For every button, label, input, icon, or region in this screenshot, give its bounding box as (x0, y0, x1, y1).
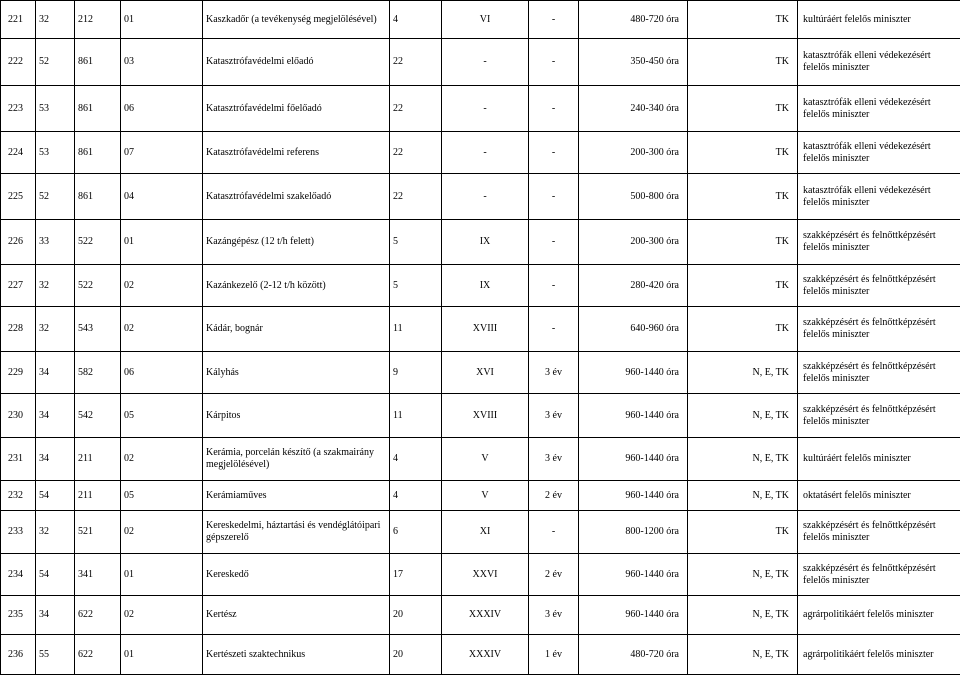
duration-years-cell: - (529, 265, 579, 307)
serial-code-cell: 01 (121, 1, 203, 39)
duration-years-cell: - (529, 174, 579, 220)
row-number-cell: 226 (1, 220, 36, 265)
qualification-name-cell: Kazánkezelő (2-12 t/h között) (203, 265, 390, 307)
training-form-cell: TK (688, 132, 798, 174)
table-row (1, 1, 960, 39)
sector-roman-cell: - (442, 174, 529, 220)
row-number-cell: 236 (1, 635, 36, 675)
field-code-cell: 543 (75, 307, 121, 352)
duration-years-cell: 3 év (529, 438, 579, 481)
duration-hours-cell: 960-1440 óra (579, 438, 688, 481)
row-number-cell: 234 (1, 554, 36, 596)
training-form-cell: TK (688, 86, 798, 132)
duration-years-cell: 2 év (529, 481, 579, 511)
field-code-cell: 521 (75, 511, 121, 554)
responsible-minister-cell: agrárpolitikáért felelős miniszter (798, 635, 960, 675)
table-row (1, 635, 960, 675)
responsible-minister-cell: agrárpolitikáért felelős miniszter (798, 596, 960, 635)
qualification-name-cell: Katasztrófavédelmi referens (203, 132, 390, 174)
serial-code-cell: 01 (121, 554, 203, 596)
level-code-cell: 33 (36, 220, 75, 265)
training-form-cell: N, E, TK (688, 481, 798, 511)
level-code-cell: 32 (36, 307, 75, 352)
training-form-cell: TK (688, 39, 798, 86)
qualification-name-cell: Kertész (203, 596, 390, 635)
field-code-cell: 582 (75, 352, 121, 394)
training-form-cell: N, E, TK (688, 394, 798, 438)
row-number-cell: 232 (1, 481, 36, 511)
sector-roman-cell: - (442, 86, 529, 132)
table-row (1, 554, 960, 596)
serial-code-cell: 06 (121, 86, 203, 132)
table-row (1, 394, 960, 438)
field-code-cell: 522 (75, 265, 121, 307)
sector-roman-cell: - (442, 39, 529, 86)
responsible-minister-cell: szakképzésért és felnőttképzésért felelős miniszter (798, 554, 960, 596)
qualification-name-cell: Katasztrófavédelmi főelőadó (203, 86, 390, 132)
duration-years-cell: - (529, 220, 579, 265)
level-code-cell: 34 (36, 596, 75, 635)
field-code-cell: 861 (75, 39, 121, 86)
level-code-cell: 32 (36, 265, 75, 307)
sector-roman-cell: XXXIV (442, 596, 529, 635)
sector-number-cell: 20 (390, 596, 442, 635)
qualification-name-cell: Kádár, bognár (203, 307, 390, 352)
qualification-name-cell: Kazángépész (12 t/h felett) (203, 220, 390, 265)
serial-code-cell: 06 (121, 352, 203, 394)
level-code-cell: 34 (36, 438, 75, 481)
serial-code-cell: 02 (121, 265, 203, 307)
duration-hours-cell: 350-450 óra (579, 39, 688, 86)
responsible-minister-cell: szakképzésért és felnőttképzésért felelős miniszter (798, 265, 960, 307)
responsible-minister-cell: katasztrófák elleni védekezésért felelős miniszter (798, 39, 960, 86)
sector-roman-cell: XI (442, 511, 529, 554)
serial-code-cell: 02 (121, 511, 203, 554)
duration-hours-cell: 500-800 óra (579, 174, 688, 220)
serial-code-cell: 02 (121, 596, 203, 635)
table-row (1, 265, 960, 307)
sector-number-cell: 4 (390, 438, 442, 481)
responsible-minister-cell: kultúráért felelős miniszter (798, 1, 960, 39)
duration-years-cell: 3 év (529, 394, 579, 438)
field-code-cell: 211 (75, 481, 121, 511)
serial-code-cell: 04 (121, 174, 203, 220)
table-row (1, 511, 960, 554)
sector-number-cell: 22 (390, 86, 442, 132)
sector-roman-cell: XVIII (442, 394, 529, 438)
duration-years-cell: - (529, 132, 579, 174)
row-number-cell: 230 (1, 394, 36, 438)
training-form-cell: TK (688, 220, 798, 265)
sector-number-cell: 5 (390, 220, 442, 265)
duration-hours-cell: 800-1200 óra (579, 511, 688, 554)
responsible-minister-cell: szakképzésért és felnőttképzésért felelős miniszter (798, 394, 960, 438)
row-number-cell: 223 (1, 86, 36, 132)
level-code-cell: 53 (36, 86, 75, 132)
sector-number-cell: 17 (390, 554, 442, 596)
responsible-minister-cell: kultúráért felelős miniszter (798, 438, 960, 481)
duration-years-cell: 3 év (529, 596, 579, 635)
table-row (1, 596, 960, 635)
training-form-cell: TK (688, 1, 798, 39)
duration-years-cell: - (529, 39, 579, 86)
sector-roman-cell: XVI (442, 352, 529, 394)
row-number-cell: 227 (1, 265, 36, 307)
training-form-cell: N, E, TK (688, 596, 798, 635)
level-code-cell: 34 (36, 352, 75, 394)
serial-code-cell: 05 (121, 481, 203, 511)
sector-number-cell: 11 (390, 394, 442, 438)
sector-number-cell: 4 (390, 1, 442, 39)
row-number-cell: 221 (1, 1, 36, 39)
table-row (1, 438, 960, 481)
training-form-cell: N, E, TK (688, 635, 798, 675)
duration-hours-cell: 960-1440 óra (579, 596, 688, 635)
sector-roman-cell: XXXIV (442, 635, 529, 675)
sector-number-cell: 5 (390, 265, 442, 307)
responsible-minister-cell: szakképzésért és felnőttképzésért felelős miniszter (798, 307, 960, 352)
table-row (1, 86, 960, 132)
sector-roman-cell: V (442, 481, 529, 511)
duration-years-cell: - (529, 86, 579, 132)
duration-years-cell: 2 év (529, 554, 579, 596)
table-row (1, 132, 960, 174)
serial-code-cell: 03 (121, 39, 203, 86)
training-form-cell: N, E, TK (688, 438, 798, 481)
field-code-cell: 622 (75, 596, 121, 635)
serial-code-cell: 01 (121, 635, 203, 675)
table-body (1, 1, 960, 675)
training-form-cell: TK (688, 307, 798, 352)
field-code-cell: 861 (75, 132, 121, 174)
sector-number-cell: 22 (390, 39, 442, 86)
sector-number-cell: 9 (390, 352, 442, 394)
field-code-cell: 622 (75, 635, 121, 675)
row-number-cell: 233 (1, 511, 36, 554)
duration-years-cell: - (529, 1, 579, 39)
field-code-cell: 861 (75, 174, 121, 220)
sector-roman-cell: IX (442, 265, 529, 307)
duration-hours-cell: 960-1440 óra (579, 554, 688, 596)
responsible-minister-cell: szakképzésért és felnőttképzésért felelős miniszter (798, 220, 960, 265)
row-number-cell: 224 (1, 132, 36, 174)
level-code-cell: 32 (36, 511, 75, 554)
field-code-cell: 211 (75, 438, 121, 481)
sector-number-cell: 22 (390, 132, 442, 174)
qualification-name-cell: Kereskedelmi, háztartási és vendéglátóipari gépszerelő (203, 511, 390, 554)
field-code-cell: 542 (75, 394, 121, 438)
duration-hours-cell: 240-340 óra (579, 86, 688, 132)
duration-years-cell: - (529, 307, 579, 352)
row-number-cell: 225 (1, 174, 36, 220)
duration-hours-cell: 280-420 óra (579, 265, 688, 307)
duration-hours-cell: 480-720 óra (579, 1, 688, 39)
sector-number-cell: 20 (390, 635, 442, 675)
sector-roman-cell: XVIII (442, 307, 529, 352)
sector-roman-cell: IX (442, 220, 529, 265)
serial-code-cell: 02 (121, 438, 203, 481)
sector-roman-cell: VI (442, 1, 529, 39)
duration-hours-cell: 480-720 óra (579, 635, 688, 675)
table-row (1, 174, 960, 220)
serial-code-cell: 02 (121, 307, 203, 352)
field-code-cell: 522 (75, 220, 121, 265)
row-number-cell: 229 (1, 352, 36, 394)
serial-code-cell: 05 (121, 394, 203, 438)
table-row (1, 307, 960, 352)
qualification-name-cell: Katasztrófavédelmi előadó (203, 39, 390, 86)
level-code-cell: 52 (36, 39, 75, 86)
qualification-name-cell: Katasztrófavédelmi szakelőadó (203, 174, 390, 220)
duration-hours-cell: 960-1440 óra (579, 394, 688, 438)
row-number-cell: 235 (1, 596, 36, 635)
qualification-name-cell: Kerámia, porcelán készítő (a szakmairány megjelölésével) (203, 438, 390, 481)
serial-code-cell: 07 (121, 132, 203, 174)
table-row (1, 352, 960, 394)
sector-number-cell: 4 (390, 481, 442, 511)
qualification-name-cell: Kereskedő (203, 554, 390, 596)
duration-hours-cell: 200-300 óra (579, 220, 688, 265)
duration-years-cell: - (529, 511, 579, 554)
responsible-minister-cell: katasztrófák elleni védekezésért felelős miniszter (798, 86, 960, 132)
sector-number-cell: 6 (390, 511, 442, 554)
table-row (1, 481, 960, 511)
duration-hours-cell: 960-1440 óra (579, 352, 688, 394)
training-form-cell: TK (688, 174, 798, 220)
training-form-cell: TK (688, 511, 798, 554)
qualification-name-cell: Kaszkadőr (a tevékenység megjelölésével) (203, 1, 390, 39)
field-code-cell: 861 (75, 86, 121, 132)
table-row (1, 220, 960, 265)
sector-roman-cell: V (442, 438, 529, 481)
responsible-minister-cell: katasztrófák elleni védekezésért felelős miniszter (798, 132, 960, 174)
duration-hours-cell: 200-300 óra (579, 132, 688, 174)
qualification-name-cell: Kályhás (203, 352, 390, 394)
level-code-cell: 32 (36, 1, 75, 39)
field-code-cell: 212 (75, 1, 121, 39)
sector-number-cell: 22 (390, 174, 442, 220)
training-form-cell: N, E, TK (688, 352, 798, 394)
row-number-cell: 228 (1, 307, 36, 352)
training-form-cell: TK (688, 265, 798, 307)
field-code-cell: 341 (75, 554, 121, 596)
table-row (1, 39, 960, 86)
row-number-cell: 222 (1, 39, 36, 86)
duration-hours-cell: 640-960 óra (579, 307, 688, 352)
responsible-minister-cell: szakképzésért és felnőttképzésért felelős miniszter (798, 511, 960, 554)
level-code-cell: 52 (36, 174, 75, 220)
training-form-cell: N, E, TK (688, 554, 798, 596)
sector-number-cell: 11 (390, 307, 442, 352)
level-code-cell: 54 (36, 481, 75, 511)
qualification-name-cell: Kerámiaműves (203, 481, 390, 511)
qualification-name-cell: Kertészeti szaktechnikus (203, 635, 390, 675)
duration-years-cell: 1 év (529, 635, 579, 675)
responsible-minister-cell: szakképzésért és felnőttképzésért felelős miniszter (798, 352, 960, 394)
level-code-cell: 55 (36, 635, 75, 675)
level-code-cell: 34 (36, 394, 75, 438)
row-number-cell: 231 (1, 438, 36, 481)
responsible-minister-cell: oktatásért felelős miniszter (798, 481, 960, 511)
level-code-cell: 54 (36, 554, 75, 596)
responsible-minister-cell: katasztrófák elleni védekezésért felelős miniszter (798, 174, 960, 220)
duration-hours-cell: 960-1440 óra (579, 481, 688, 511)
sector-roman-cell: XXVI (442, 554, 529, 596)
serial-code-cell: 01 (121, 220, 203, 265)
duration-years-cell: 3 év (529, 352, 579, 394)
level-code-cell: 53 (36, 132, 75, 174)
qualification-name-cell: Kárpitos (203, 394, 390, 438)
sector-roman-cell: - (442, 132, 529, 174)
